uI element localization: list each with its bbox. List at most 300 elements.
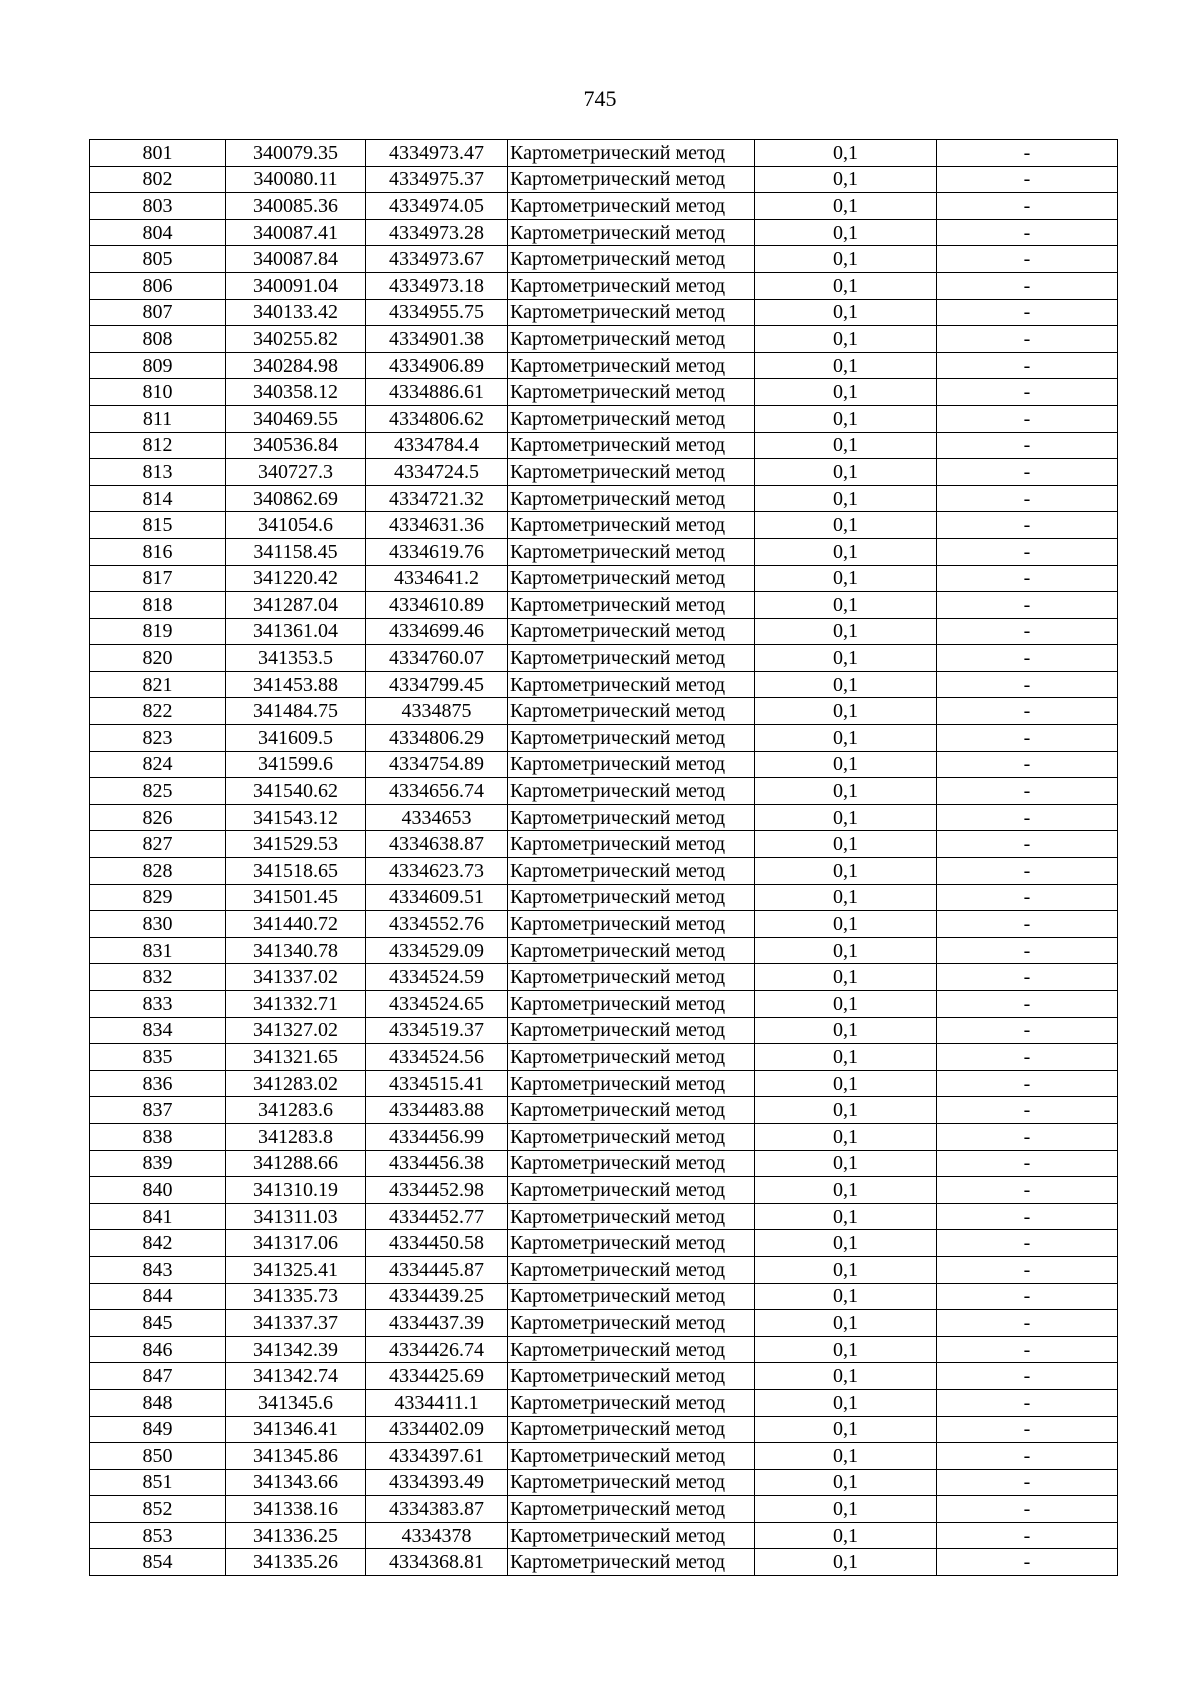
table-row	[90, 804, 1118, 831]
table-row	[90, 1496, 1118, 1523]
method-cell: Картометрический метод	[508, 459, 755, 486]
note-cell: -	[937, 1336, 1118, 1363]
table-row	[90, 1177, 1118, 1204]
x-coordinate-cell: 341529.53	[226, 831, 366, 858]
table-row	[90, 1203, 1118, 1230]
point-number-cell: 815	[90, 512, 226, 539]
table-row	[90, 1389, 1118, 1416]
note-cell: -	[937, 1363, 1118, 1390]
accuracy-cell: 0,1	[755, 272, 937, 299]
table-row	[90, 831, 1118, 858]
method-cell: Картометрический метод	[508, 405, 755, 432]
method-cell: Картометрический метод	[508, 751, 755, 778]
note-cell: -	[937, 1549, 1118, 1576]
accuracy-cell: 0,1	[755, 698, 937, 725]
method-cell: Картометрический метод	[508, 911, 755, 938]
point-number-cell: 848	[90, 1389, 226, 1416]
x-coordinate-cell: 341054.6	[226, 512, 366, 539]
y-coordinate-cell: 4334397.61	[366, 1443, 508, 1470]
method-cell: Картометрический метод	[508, 1416, 755, 1443]
y-coordinate-cell: 4334656.74	[366, 778, 508, 805]
note-cell: -	[937, 1469, 1118, 1496]
table-row	[90, 379, 1118, 406]
y-coordinate-cell: 4334760.07	[366, 645, 508, 672]
point-number-cell: 807	[90, 299, 226, 326]
table-row	[90, 299, 1118, 326]
point-number-cell: 832	[90, 964, 226, 991]
y-coordinate-cell: 4334653	[366, 804, 508, 831]
y-coordinate-cell: 4334906.89	[366, 352, 508, 379]
method-cell: Картометрический метод	[508, 246, 755, 273]
table-row	[90, 512, 1118, 539]
x-coordinate-cell: 341345.86	[226, 1443, 366, 1470]
method-cell: Картометрический метод	[508, 485, 755, 512]
point-number-cell: 824	[90, 751, 226, 778]
method-cell: Картометрический метод	[508, 618, 755, 645]
x-coordinate-cell: 341310.19	[226, 1177, 366, 1204]
x-coordinate-cell: 340087.84	[226, 246, 366, 273]
method-cell: Картометрический метод	[508, 1283, 755, 1310]
note-cell: -	[937, 565, 1118, 592]
method-cell: Картометрический метод	[508, 1363, 755, 1390]
method-cell: Картометрический метод	[508, 1070, 755, 1097]
method-cell: Картометрический метод	[508, 1310, 755, 1337]
point-number-cell: 804	[90, 219, 226, 246]
note-cell: -	[937, 272, 1118, 299]
accuracy-cell: 0,1	[755, 618, 937, 645]
y-coordinate-cell: 4334806.62	[366, 405, 508, 432]
x-coordinate-cell: 341283.02	[226, 1070, 366, 1097]
method-cell: Картометрический метод	[508, 698, 755, 725]
method-cell: Картометрический метод	[508, 1123, 755, 1150]
note-cell: -	[937, 1097, 1118, 1124]
x-coordinate-cell: 340536.84	[226, 432, 366, 459]
y-coordinate-cell: 4334437.39	[366, 1310, 508, 1337]
method-cell: Картометрический метод	[508, 1389, 755, 1416]
point-number-cell: 801	[90, 140, 226, 167]
method-cell: Картометрический метод	[508, 352, 755, 379]
method-cell: Картометрический метод	[508, 299, 755, 326]
point-number-cell: 829	[90, 884, 226, 911]
table-row	[90, 326, 1118, 353]
accuracy-cell: 0,1	[755, 778, 937, 805]
x-coordinate-cell: 341158.45	[226, 538, 366, 565]
point-number-cell: 802	[90, 166, 226, 193]
note-cell: -	[937, 592, 1118, 619]
method-cell: Картометрический метод	[508, 884, 755, 911]
point-number-cell: 810	[90, 379, 226, 406]
point-number-cell: 851	[90, 1469, 226, 1496]
method-cell: Картометрический метод	[508, 1177, 755, 1204]
method-cell: Картометрический метод	[508, 1044, 755, 1071]
x-coordinate-cell: 341343.66	[226, 1469, 366, 1496]
note-cell: -	[937, 1416, 1118, 1443]
x-coordinate-cell: 341361.04	[226, 618, 366, 645]
y-coordinate-cell: 4334609.51	[366, 884, 508, 911]
note-cell: -	[937, 778, 1118, 805]
note-cell: -	[937, 618, 1118, 645]
note-cell: -	[937, 166, 1118, 193]
y-coordinate-cell: 4334524.65	[366, 991, 508, 1018]
table-row	[90, 140, 1118, 167]
method-cell: Картометрический метод	[508, 565, 755, 592]
point-number-cell: 833	[90, 991, 226, 1018]
x-coordinate-cell: 341335.73	[226, 1283, 366, 1310]
note-cell: -	[937, 246, 1118, 273]
method-cell: Картометрический метод	[508, 166, 755, 193]
y-coordinate-cell: 4334619.76	[366, 538, 508, 565]
table-row	[90, 1363, 1118, 1390]
y-coordinate-cell: 4334411.1	[366, 1389, 508, 1416]
accuracy-cell: 0,1	[755, 1097, 937, 1124]
table-row	[90, 538, 1118, 565]
method-cell: Картометрический метод	[508, 1017, 755, 1044]
y-coordinate-cell: 4334456.38	[366, 1150, 508, 1177]
note-cell: -	[937, 1203, 1118, 1230]
x-coordinate-cell: 341440.72	[226, 911, 366, 938]
x-coordinate-cell: 340080.11	[226, 166, 366, 193]
point-number-cell: 854	[90, 1549, 226, 1576]
method-cell: Картометрический метод	[508, 432, 755, 459]
method-cell: Картометрический метод	[508, 272, 755, 299]
x-coordinate-cell: 341337.37	[226, 1310, 366, 1337]
x-coordinate-cell: 341599.6	[226, 751, 366, 778]
x-coordinate-cell: 340727.3	[226, 459, 366, 486]
accuracy-cell: 0,1	[755, 246, 937, 273]
method-cell: Картометрический метод	[508, 831, 755, 858]
note-cell: -	[937, 432, 1118, 459]
accuracy-cell: 0,1	[755, 1416, 937, 1443]
accuracy-cell: 0,1	[755, 751, 937, 778]
point-number-cell: 849	[90, 1416, 226, 1443]
note-cell: -	[937, 831, 1118, 858]
accuracy-cell: 0,1	[755, 671, 937, 698]
accuracy-cell: 0,1	[755, 911, 937, 938]
point-number-cell: 822	[90, 698, 226, 725]
table-row	[90, 272, 1118, 299]
note-cell: -	[937, 698, 1118, 725]
point-number-cell: 803	[90, 193, 226, 220]
accuracy-cell: 0,1	[755, 592, 937, 619]
point-number-cell: 842	[90, 1230, 226, 1257]
x-coordinate-cell: 341321.65	[226, 1044, 366, 1071]
x-coordinate-cell: 341342.39	[226, 1336, 366, 1363]
y-coordinate-cell: 4334450.58	[366, 1230, 508, 1257]
point-number-cell: 850	[90, 1443, 226, 1470]
point-number-cell: 827	[90, 831, 226, 858]
method-cell: Картометрический метод	[508, 991, 755, 1018]
y-coordinate-cell: 4334799.45	[366, 671, 508, 698]
y-coordinate-cell: 4334425.69	[366, 1363, 508, 1390]
table-row	[90, 1230, 1118, 1257]
table-row	[90, 671, 1118, 698]
note-cell: -	[937, 1256, 1118, 1283]
table-row	[90, 858, 1118, 885]
y-coordinate-cell: 4334754.89	[366, 751, 508, 778]
method-cell: Картометрический метод	[508, 671, 755, 698]
table-row	[90, 1070, 1118, 1097]
note-cell: -	[937, 991, 1118, 1018]
y-coordinate-cell: 4334974.05	[366, 193, 508, 220]
accuracy-cell: 0,1	[755, 379, 937, 406]
table-row	[90, 432, 1118, 459]
point-number-cell: 844	[90, 1283, 226, 1310]
accuracy-cell: 0,1	[755, 1017, 937, 1044]
method-cell: Картометрический метод	[508, 645, 755, 672]
x-coordinate-cell: 341543.12	[226, 804, 366, 831]
accuracy-cell: 0,1	[755, 405, 937, 432]
table-row	[90, 565, 1118, 592]
method-cell: Картометрический метод	[508, 592, 755, 619]
y-coordinate-cell: 4334973.47	[366, 140, 508, 167]
accuracy-cell: 0,1	[755, 326, 937, 353]
method-cell: Картометрический метод	[508, 725, 755, 752]
method-cell: Картометрический метод	[508, 219, 755, 246]
accuracy-cell: 0,1	[755, 1150, 937, 1177]
table-row	[90, 1283, 1118, 1310]
table-row	[90, 1443, 1118, 1470]
x-coordinate-cell: 341325.41	[226, 1256, 366, 1283]
y-coordinate-cell: 4334383.87	[366, 1496, 508, 1523]
x-coordinate-cell: 340133.42	[226, 299, 366, 326]
note-cell: -	[937, 645, 1118, 672]
y-coordinate-cell: 4334721.32	[366, 485, 508, 512]
table-row	[90, 1017, 1118, 1044]
accuracy-cell: 0,1	[755, 804, 937, 831]
accuracy-cell: 0,1	[755, 1469, 937, 1496]
y-coordinate-cell: 4334901.38	[366, 326, 508, 353]
note-cell: -	[937, 299, 1118, 326]
point-number-cell: 813	[90, 459, 226, 486]
x-coordinate-cell: 341337.02	[226, 964, 366, 991]
point-number-cell: 818	[90, 592, 226, 619]
note-cell: -	[937, 671, 1118, 698]
table-row	[90, 1336, 1118, 1363]
y-coordinate-cell: 4334973.28	[366, 219, 508, 246]
method-cell: Картометрический метод	[508, 964, 755, 991]
method-cell: Картометрический метод	[508, 1203, 755, 1230]
table-row	[90, 352, 1118, 379]
y-coordinate-cell: 4334456.99	[366, 1123, 508, 1150]
note-cell: -	[937, 459, 1118, 486]
method-cell: Картометрический метод	[508, 193, 755, 220]
y-coordinate-cell: 4334524.56	[366, 1044, 508, 1071]
y-coordinate-cell: 4334378	[366, 1522, 508, 1549]
y-coordinate-cell: 4334886.61	[366, 379, 508, 406]
method-cell: Картометрический метод	[508, 937, 755, 964]
y-coordinate-cell: 4334973.67	[366, 246, 508, 273]
x-coordinate-cell: 341336.25	[226, 1522, 366, 1549]
x-coordinate-cell: 341283.8	[226, 1123, 366, 1150]
x-coordinate-cell: 341317.06	[226, 1230, 366, 1257]
table-row	[90, 645, 1118, 672]
note-cell: -	[937, 1522, 1118, 1549]
accuracy-cell: 0,1	[755, 565, 937, 592]
table-row	[90, 778, 1118, 805]
method-cell: Картометрический метод	[508, 1549, 755, 1576]
note-cell: -	[937, 485, 1118, 512]
method-cell: Картометрический метод	[508, 1443, 755, 1470]
note-cell: -	[937, 1177, 1118, 1204]
accuracy-cell: 0,1	[755, 937, 937, 964]
y-coordinate-cell: 4334724.5	[366, 459, 508, 486]
note-cell: -	[937, 937, 1118, 964]
table-row	[90, 937, 1118, 964]
table-row	[90, 911, 1118, 938]
accuracy-cell: 0,1	[755, 858, 937, 885]
table-row	[90, 1310, 1118, 1337]
point-number-cell: 828	[90, 858, 226, 885]
table-row	[90, 1123, 1118, 1150]
accuracy-cell: 0,1	[755, 831, 937, 858]
x-coordinate-cell: 340358.12	[226, 379, 366, 406]
accuracy-cell: 0,1	[755, 1363, 937, 1390]
note-cell: -	[937, 1123, 1118, 1150]
note-cell: -	[937, 804, 1118, 831]
point-number-cell: 817	[90, 565, 226, 592]
method-cell: Картометрический метод	[508, 804, 755, 831]
x-coordinate-cell: 341338.16	[226, 1496, 366, 1523]
accuracy-cell: 0,1	[755, 1389, 937, 1416]
point-number-cell: 836	[90, 1070, 226, 1097]
coordinates-table-body	[90, 140, 1118, 1576]
note-cell: -	[937, 538, 1118, 565]
x-coordinate-cell: 341220.42	[226, 565, 366, 592]
y-coordinate-cell: 4334973.18	[366, 272, 508, 299]
y-coordinate-cell: 4334641.2	[366, 565, 508, 592]
accuracy-cell: 0,1	[755, 166, 937, 193]
y-coordinate-cell: 4334483.88	[366, 1097, 508, 1124]
method-cell: Картометрический метод	[508, 538, 755, 565]
table-row	[90, 485, 1118, 512]
accuracy-cell: 0,1	[755, 1443, 937, 1470]
method-cell: Картометрический метод	[508, 858, 755, 885]
table-row	[90, 751, 1118, 778]
point-number-cell: 841	[90, 1203, 226, 1230]
accuracy-cell: 0,1	[755, 485, 937, 512]
accuracy-cell: 0,1	[755, 352, 937, 379]
y-coordinate-cell: 4334552.76	[366, 911, 508, 938]
y-coordinate-cell: 4334519.37	[366, 1017, 508, 1044]
accuracy-cell: 0,1	[755, 299, 937, 326]
point-number-cell: 826	[90, 804, 226, 831]
y-coordinate-cell: 4334784.4	[366, 432, 508, 459]
point-number-cell: 853	[90, 1522, 226, 1549]
accuracy-cell: 0,1	[755, 512, 937, 539]
note-cell: -	[937, 1230, 1118, 1257]
x-coordinate-cell: 341332.71	[226, 991, 366, 1018]
accuracy-cell: 0,1	[755, 219, 937, 246]
x-coordinate-cell: 341540.62	[226, 778, 366, 805]
accuracy-cell: 0,1	[755, 432, 937, 459]
method-cell: Картометрический метод	[508, 1097, 755, 1124]
accuracy-cell: 0,1	[755, 1549, 937, 1576]
table-row	[90, 1549, 1118, 1576]
table-row	[90, 246, 1118, 273]
method-cell: Картометрический метод	[508, 778, 755, 805]
accuracy-cell: 0,1	[755, 1044, 937, 1071]
y-coordinate-cell: 4334631.36	[366, 512, 508, 539]
table-row	[90, 618, 1118, 645]
accuracy-cell: 0,1	[755, 964, 937, 991]
coordinates-table	[89, 139, 1118, 1576]
accuracy-cell: 0,1	[755, 538, 937, 565]
y-coordinate-cell: 4334426.74	[366, 1336, 508, 1363]
x-coordinate-cell: 341288.66	[226, 1150, 366, 1177]
y-coordinate-cell: 4334955.75	[366, 299, 508, 326]
table-row	[90, 991, 1118, 1018]
x-coordinate-cell: 340079.35	[226, 140, 366, 167]
accuracy-cell: 0,1	[755, 645, 937, 672]
accuracy-cell: 0,1	[755, 1203, 937, 1230]
x-coordinate-cell: 341501.45	[226, 884, 366, 911]
table-row	[90, 964, 1118, 991]
point-number-cell: 835	[90, 1044, 226, 1071]
table-row	[90, 592, 1118, 619]
page-number: 745	[583, 86, 617, 111]
accuracy-cell: 0,1	[755, 459, 937, 486]
x-coordinate-cell: 341342.74	[226, 1363, 366, 1390]
note-cell: -	[937, 725, 1118, 752]
point-number-cell: 839	[90, 1150, 226, 1177]
accuracy-cell: 0,1	[755, 991, 937, 1018]
x-coordinate-cell: 341609.5	[226, 725, 366, 752]
point-number-cell: 840	[90, 1177, 226, 1204]
note-cell: -	[937, 512, 1118, 539]
x-coordinate-cell: 341353.5	[226, 645, 366, 672]
note-cell: -	[937, 1017, 1118, 1044]
x-coordinate-cell: 341484.75	[226, 698, 366, 725]
accuracy-cell: 0,1	[755, 884, 937, 911]
note-cell: -	[937, 379, 1118, 406]
method-cell: Картометрический метод	[508, 512, 755, 539]
point-number-cell: 830	[90, 911, 226, 938]
note-cell: -	[937, 193, 1118, 220]
point-number-cell: 812	[90, 432, 226, 459]
note-cell: -	[937, 1150, 1118, 1177]
point-number-cell: 843	[90, 1256, 226, 1283]
x-coordinate-cell: 340255.82	[226, 326, 366, 353]
x-coordinate-cell: 340862.69	[226, 485, 366, 512]
x-coordinate-cell: 341311.03	[226, 1203, 366, 1230]
x-coordinate-cell: 341287.04	[226, 592, 366, 619]
accuracy-cell: 0,1	[755, 1256, 937, 1283]
note-cell: -	[937, 1389, 1118, 1416]
table-row	[90, 1416, 1118, 1443]
y-coordinate-cell: 4334875	[366, 698, 508, 725]
note-cell: -	[937, 1496, 1118, 1523]
y-coordinate-cell: 4334638.87	[366, 831, 508, 858]
accuracy-cell: 0,1	[755, 1230, 937, 1257]
accuracy-cell: 0,1	[755, 1070, 937, 1097]
y-coordinate-cell: 4334445.87	[366, 1256, 508, 1283]
table-row	[90, 725, 1118, 752]
note-cell: -	[937, 751, 1118, 778]
note-cell: -	[937, 964, 1118, 991]
x-coordinate-cell: 341346.41	[226, 1416, 366, 1443]
accuracy-cell: 0,1	[755, 1283, 937, 1310]
x-coordinate-cell: 340469.55	[226, 405, 366, 432]
table-row	[90, 1469, 1118, 1496]
accuracy-cell: 0,1	[755, 1310, 937, 1337]
method-cell: Картометрический метод	[508, 1496, 755, 1523]
accuracy-cell: 0,1	[755, 140, 937, 167]
y-coordinate-cell: 4334402.09	[366, 1416, 508, 1443]
point-number-cell: 809	[90, 352, 226, 379]
point-number-cell: 820	[90, 645, 226, 672]
note-cell: -	[937, 1310, 1118, 1337]
note-cell: -	[937, 1443, 1118, 1470]
